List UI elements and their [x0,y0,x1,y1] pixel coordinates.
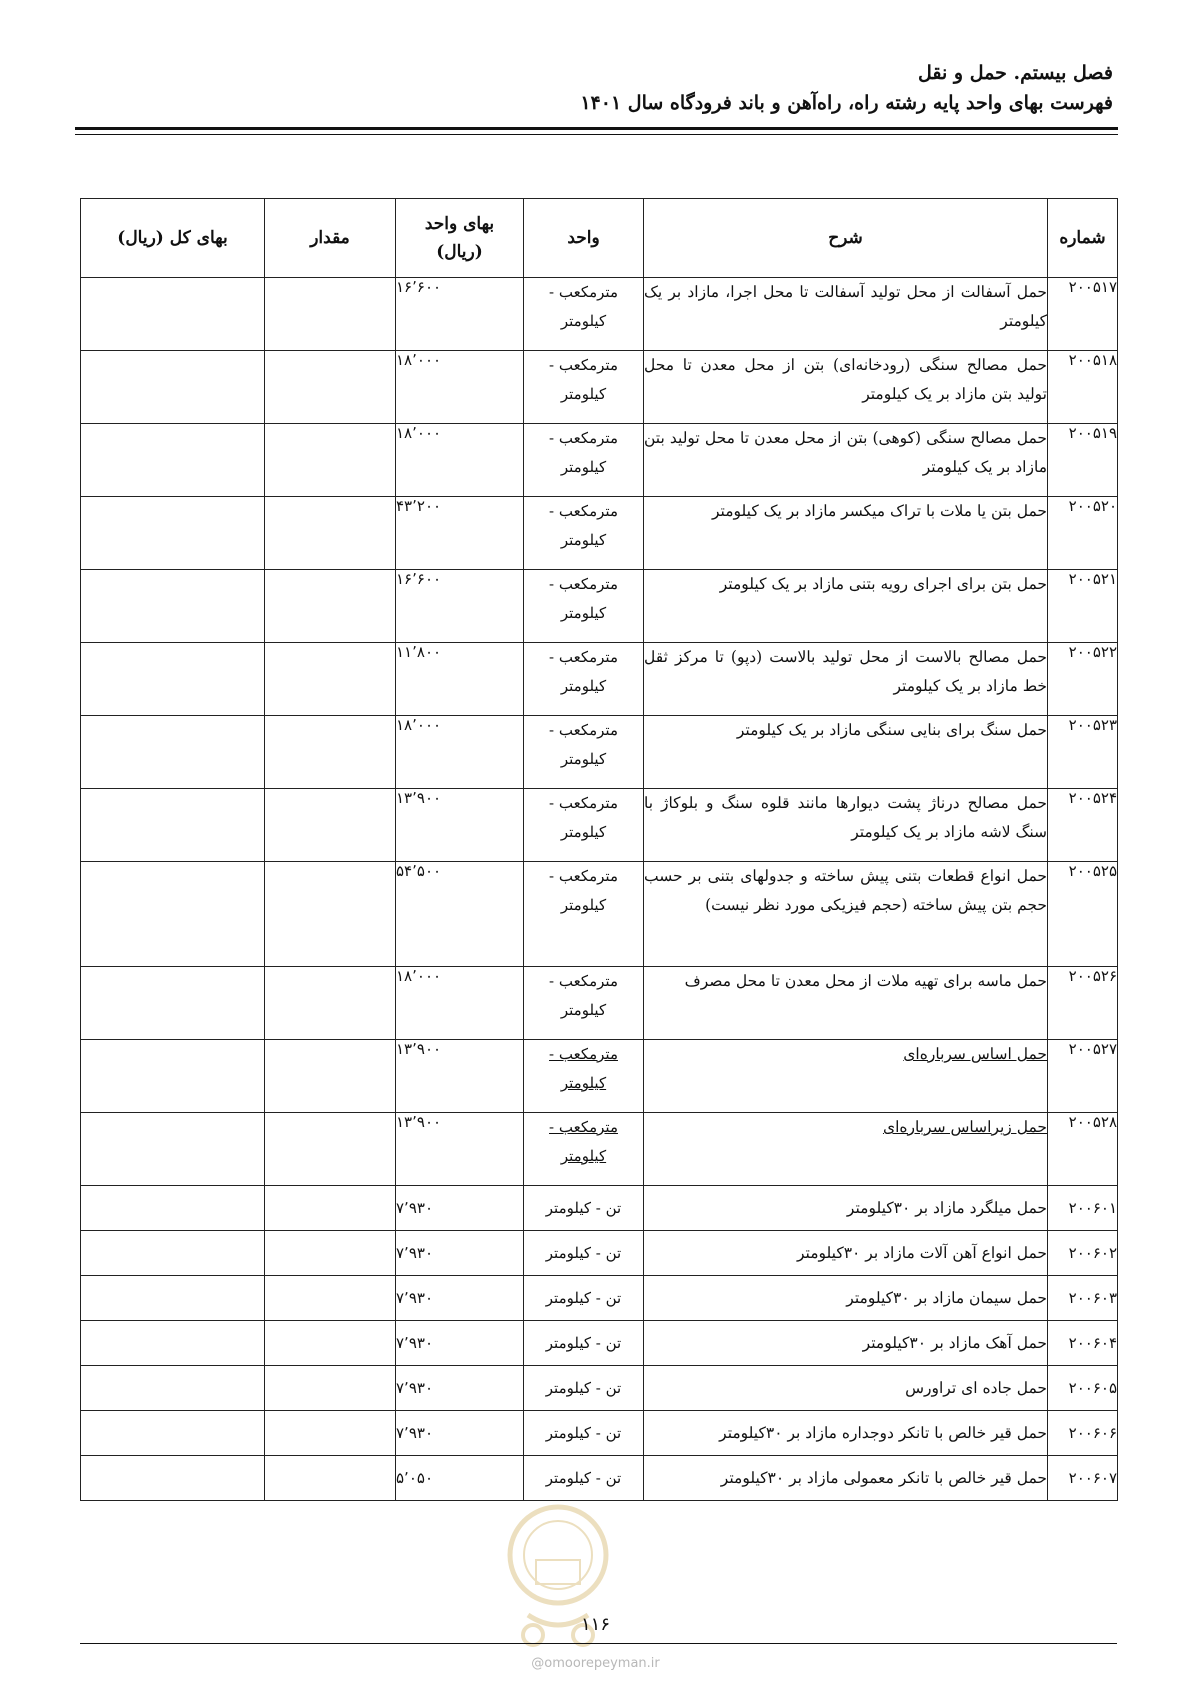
table-row [81,1186,1118,1231]
item-unit [524,789,644,862]
item-unit [524,1113,644,1186]
item-unit-line1: مترمکعب - [549,972,618,990]
table-row [81,1456,1118,1501]
item-unit-price: ۵٬۰۵۰ [396,1456,524,1501]
document-subtitle: فهرست بهای واحد پایه رشته راه، راه‌آهن و باند فرودگاه سال ۱۴۰۱ [580,92,1113,114]
item-total-price[interactable] [81,1321,265,1366]
item-description [644,862,1048,967]
item-total-price[interactable] [81,1366,265,1411]
item-unit-line2: کیلومتر [560,385,607,403]
item-unit-line2: کیلومتر [560,677,607,695]
footer-rule [80,1643,1117,1644]
item-unit-price: ۷٬۹۳۰ [396,1366,524,1411]
table-row [81,424,1118,497]
table-row [81,967,1118,1040]
item-total-price[interactable] [81,1231,265,1276]
publisher-seal-watermark [498,1500,618,1660]
table-row [81,1321,1118,1366]
item-unit-price: ۱۸٬۰۰۰ [396,424,524,497]
item-total-price[interactable] [81,1411,265,1456]
item-description [644,497,1048,570]
table-row [81,862,1118,967]
table-row [81,1113,1118,1186]
header-unit-price-currency: (ریال) [436,242,483,262]
item-unit-price: ۱۶٬۶۰۰ [396,570,524,643]
item-unit-line1: مترمکعب - [549,429,618,447]
item-quantity[interactable] [265,278,396,351]
item-unit-price: ۷٬۹۳۰ [396,1186,524,1231]
item-total-price[interactable] [81,1276,265,1321]
item-unit-line2: کیلومتر [560,458,607,476]
item-unit-price: ۱۸٬۰۰۰ [396,351,524,424]
item-unit-price: ۱۳٬۹۰۰ [396,1113,524,1186]
item-description [644,1456,1048,1501]
item-unit-line1: مترمکعب - [549,356,618,374]
item-description-text: حمل سیمان مازاد بر ۳۰کیلومتر [846,1288,1047,1307]
item-unit-line1: تن - کیلومتر [545,1333,622,1352]
item-unit [524,1231,644,1276]
item-quantity[interactable] [265,1366,396,1411]
table-row [81,1366,1118,1411]
item-total-price[interactable] [81,1040,265,1113]
item-description [644,1186,1048,1231]
item-code: ۲۰۰۶۰۳ [1048,1276,1118,1321]
item-unit [524,497,644,570]
item-code: ۲۰۰۵۲۷ [1048,1040,1118,1113]
item-unit-price: ۱۱٬۸۰۰ [396,643,524,716]
item-code: ۲۰۰۵۱۹ [1048,424,1118,497]
table-row [81,716,1118,789]
watermark-text: @omoorepeyman.ir [531,1656,660,1671]
header-quantity: مقدار [265,199,396,278]
table-row [81,1411,1118,1456]
item-unit-price: ۷٬۹۳۰ [396,1276,524,1321]
header-rule-thin [75,134,1118,135]
item-description-text: حمل بتن برای اجرای رویه بتنی مازاد بر یک کیلومتر [719,575,1047,593]
item-unit-line1: تن - کیلومتر [545,1468,622,1487]
item-unit [524,278,644,351]
item-unit-price: ۱۸٬۰۰۰ [396,967,524,1040]
item-code: ۲۰۰۵۲۰ [1048,497,1118,570]
item-unit-line2: کیلومتر [560,750,607,768]
item-unit-line1: مترمکعب - [549,794,618,812]
item-quantity[interactable] [265,1040,396,1113]
item-quantity[interactable] [265,716,396,789]
item-code: ۲۰۰۵۱۷ [1048,278,1118,351]
item-total-price[interactable] [81,862,265,967]
item-unit [524,1411,644,1456]
item-unit [524,967,644,1040]
header-rule-thick [75,127,1118,130]
page-number: ۱۱۶ [580,1614,610,1635]
item-quantity[interactable] [265,1321,396,1366]
item-unit-line1: تن - کیلومتر [545,1423,622,1442]
item-description [644,1366,1048,1411]
item-unit-line2: کیلومتر [560,1147,607,1165]
item-unit-line1: مترمکعب - [549,721,618,739]
item-description [644,424,1048,497]
item-unit-line1: مترمکعب - [549,648,618,666]
chapter-title: فصل بیستم. حمل و نقل [918,62,1113,84]
item-quantity[interactable] [265,789,396,862]
item-unit-line1: مترمکعب - [549,283,618,301]
item-unit-line1: تن - کیلومتر [545,1378,622,1397]
item-total-price[interactable] [81,1186,265,1231]
item-code: ۲۰۰۵۲۸ [1048,1113,1118,1186]
item-code: ۲۰۰۵۱۸ [1048,351,1118,424]
item-unit [524,424,644,497]
item-unit [524,643,644,716]
item-description [644,1113,1048,1186]
item-total-price[interactable] [81,497,265,570]
item-unit [524,1456,644,1501]
item-total-price[interactable] [81,716,265,789]
item-code: ۲۰۰۶۰۱ [1048,1186,1118,1231]
item-quantity[interactable] [265,497,396,570]
item-unit-line1: مترمکعب - [549,575,618,593]
item-total-price[interactable] [81,643,265,716]
item-unit-line2: کیلومتر [560,312,607,330]
item-unit-price: ۱۶٬۶۰۰ [396,278,524,351]
item-description [644,967,1048,1040]
item-total-price[interactable] [81,1113,265,1186]
item-unit [524,1276,644,1321]
item-unit-price: ۱۳٬۹۰۰ [396,789,524,862]
item-unit-line1: مترمکعب - [549,502,618,520]
item-description-text: حمل مصالح سنگی (کوهی) بتن از محل معدن تا محل تولید بتن مازاد بر یک کیلومتر [644,429,1047,476]
item-unit-line1: مترمکعب - [549,1118,618,1136]
header-unit-price [396,199,524,278]
item-description [644,716,1048,789]
item-unit [524,862,644,967]
item-code: ۲۰۰۶۰۶ [1048,1411,1118,1456]
item-unit-price: ۴۳٬۲۰۰ [396,497,524,570]
item-description-text: حمل میلگرد مازاد بر ۳۰کیلومتر [846,1198,1047,1217]
item-total-price[interactable] [81,351,265,424]
item-description-text: حمل سنگ برای بنایی سنگی مازاد بر یک کیلومتر [736,721,1047,739]
item-unit-line2: کیلومتر [560,823,607,841]
item-description-text: حمل اساس سربار‌ه‌ای [903,1045,1047,1063]
table-row [81,789,1118,862]
item-quantity[interactable] [265,1276,396,1321]
item-quantity[interactable] [265,967,396,1040]
price-list-table [80,198,1118,1501]
item-description-text: حمل آهک مازاد بر ۳۰کیلومتر [862,1333,1047,1352]
item-description-text: حمل آسفالت از محل تولید آسفالت تا محل اجرا، مازاد بر یک کیلومتر [644,283,1047,330]
item-quantity[interactable] [265,643,396,716]
item-unit-price: ۵۴٬۵۰۰ [396,862,524,967]
table-row [81,1231,1118,1276]
item-code: ۲۰۰۶۰۷ [1048,1456,1118,1501]
item-quantity[interactable] [265,862,396,967]
item-description-text: حمل قیر خالص با تانکر دوجداره مازاد بر ۳۰کیلومتر [719,1423,1047,1442]
item-unit-price: ۷٬۹۳۰ [396,1231,524,1276]
item-unit-line2: کیلومتر [560,531,607,549]
item-description [644,570,1048,643]
table-row [81,1276,1118,1321]
item-code: ۲۰۰۶۰۵ [1048,1366,1118,1411]
item-code: ۲۰۰۵۲۵ [1048,862,1118,967]
item-unit [524,1321,644,1366]
item-total-price[interactable] [81,570,265,643]
item-description-text: حمل انواع قطعات بتنی پیش ساخته و جدولهای بتنی بر حسب حجم بتن پیش ساخته (حجم فیزیکی مورد نظر نیست) [644,867,1047,914]
item-description [644,278,1048,351]
table-row [81,497,1118,570]
item-description [644,1276,1048,1321]
item-unit-line2: کیلومتر [560,1074,607,1092]
item-description-text: حمل جاده ای تراورس [905,1378,1047,1397]
item-quantity[interactable] [265,1231,396,1276]
item-description-text: حمل قیر خالص با تانکر معمولی مازاد بر ۳۰کیلومتر [720,1468,1047,1487]
item-description [644,643,1048,716]
item-code: ۲۰۰۵۲۶ [1048,967,1118,1040]
item-code: ۲۰۰۶۰۴ [1048,1321,1118,1366]
item-unit [524,1186,644,1231]
item-code: ۲۰۰۵۲۱ [1048,570,1118,643]
item-unit [524,1366,644,1411]
item-unit-price: ۷٬۹۳۰ [396,1321,524,1366]
item-description [644,1321,1048,1366]
table-row [81,351,1118,424]
item-unit-line2: کیلومتر [560,1001,607,1019]
item-total-price[interactable] [81,278,265,351]
item-description [644,1231,1048,1276]
item-description [644,1040,1048,1113]
item-quantity[interactable] [265,1456,396,1501]
item-code: ۲۰۰۵۲۲ [1048,643,1118,716]
item-description-text: حمل زیراساس سربار‌ه‌ای [882,1118,1047,1136]
item-quantity[interactable] [265,1113,396,1186]
item-unit-line1: تن - کیلومتر [545,1198,622,1217]
table-row [81,1040,1118,1113]
header-unit-price-label: بهای واحد [424,214,495,234]
item-description-text: حمل بتن یا ملات با تراک میکسر مازاد بر یک کیلومتر [711,502,1047,520]
table-body [81,278,1118,1501]
header-total-price: بهای کل (ریال) [81,199,265,278]
item-quantity[interactable] [265,570,396,643]
item-unit-line1: مترمکعب - [549,1045,618,1063]
header-description: شرح [644,199,1048,278]
item-unit-line1: تن - کیلومتر [545,1288,622,1307]
item-description-text: حمل ماسه برای تهیه ملات از محل معدن تا محل مصرف [684,972,1047,990]
item-unit [524,351,644,424]
item-quantity[interactable] [265,1411,396,1456]
item-unit [524,1040,644,1113]
table-row [81,643,1118,716]
item-quantity[interactable] [265,351,396,424]
header-unit: واحد [524,199,644,278]
item-unit [524,716,644,789]
item-unit [524,570,644,643]
item-quantity[interactable] [265,424,396,497]
item-total-price[interactable] [81,789,265,862]
item-unit-line2: کیلومتر [560,604,607,622]
table-row [81,278,1118,351]
item-total-price[interactable] [81,967,265,1040]
item-description [644,351,1048,424]
item-code: ۲۰۰۵۲۳ [1048,716,1118,789]
item-unit-price: ۱۸٬۰۰۰ [396,716,524,789]
item-total-price[interactable] [81,424,265,497]
item-description-text: حمل مصالح بالاست از محل تولید بالاست (دپو) تا مرکز ثقل خط مازاد بر یک کیلومتر [644,648,1047,695]
item-code: ۲۰۰۵۲۴ [1048,789,1118,862]
item-description-text: حمل مصالح درناژ پشت دیوارها مانند قلوه سنگ و بلوکاژ با سنگ لاشه مازاد بر یک کیلومتر [644,794,1047,841]
item-description-text: حمل انواع آهن آلات مازاد بر ۳۰کیلومتر [796,1243,1047,1262]
item-description [644,789,1048,862]
item-total-price[interactable] [81,1456,265,1501]
table-row [81,570,1118,643]
page-header [76,58,1113,118]
item-description-text: حمل مصالح سنگی (رودخانه‌ای) بتن از محل معدن تا محل تولید بتن مازاد بر یک کیلومتر [644,356,1047,403]
item-unit-price: ۱۳٬۹۰۰ [396,1040,524,1113]
item-unit-line2: کیلومتر [560,896,607,914]
item-description [644,1411,1048,1456]
item-unit-line1: مترمکعب - [549,867,618,885]
header-code: شماره [1048,199,1118,278]
table-header-row [81,199,1118,278]
item-unit-price: ۷٬۹۳۰ [396,1411,524,1456]
item-code: ۲۰۰۶۰۲ [1048,1231,1118,1276]
item-quantity[interactable] [265,1186,396,1231]
item-unit-line1: تن - کیلومتر [545,1243,622,1262]
